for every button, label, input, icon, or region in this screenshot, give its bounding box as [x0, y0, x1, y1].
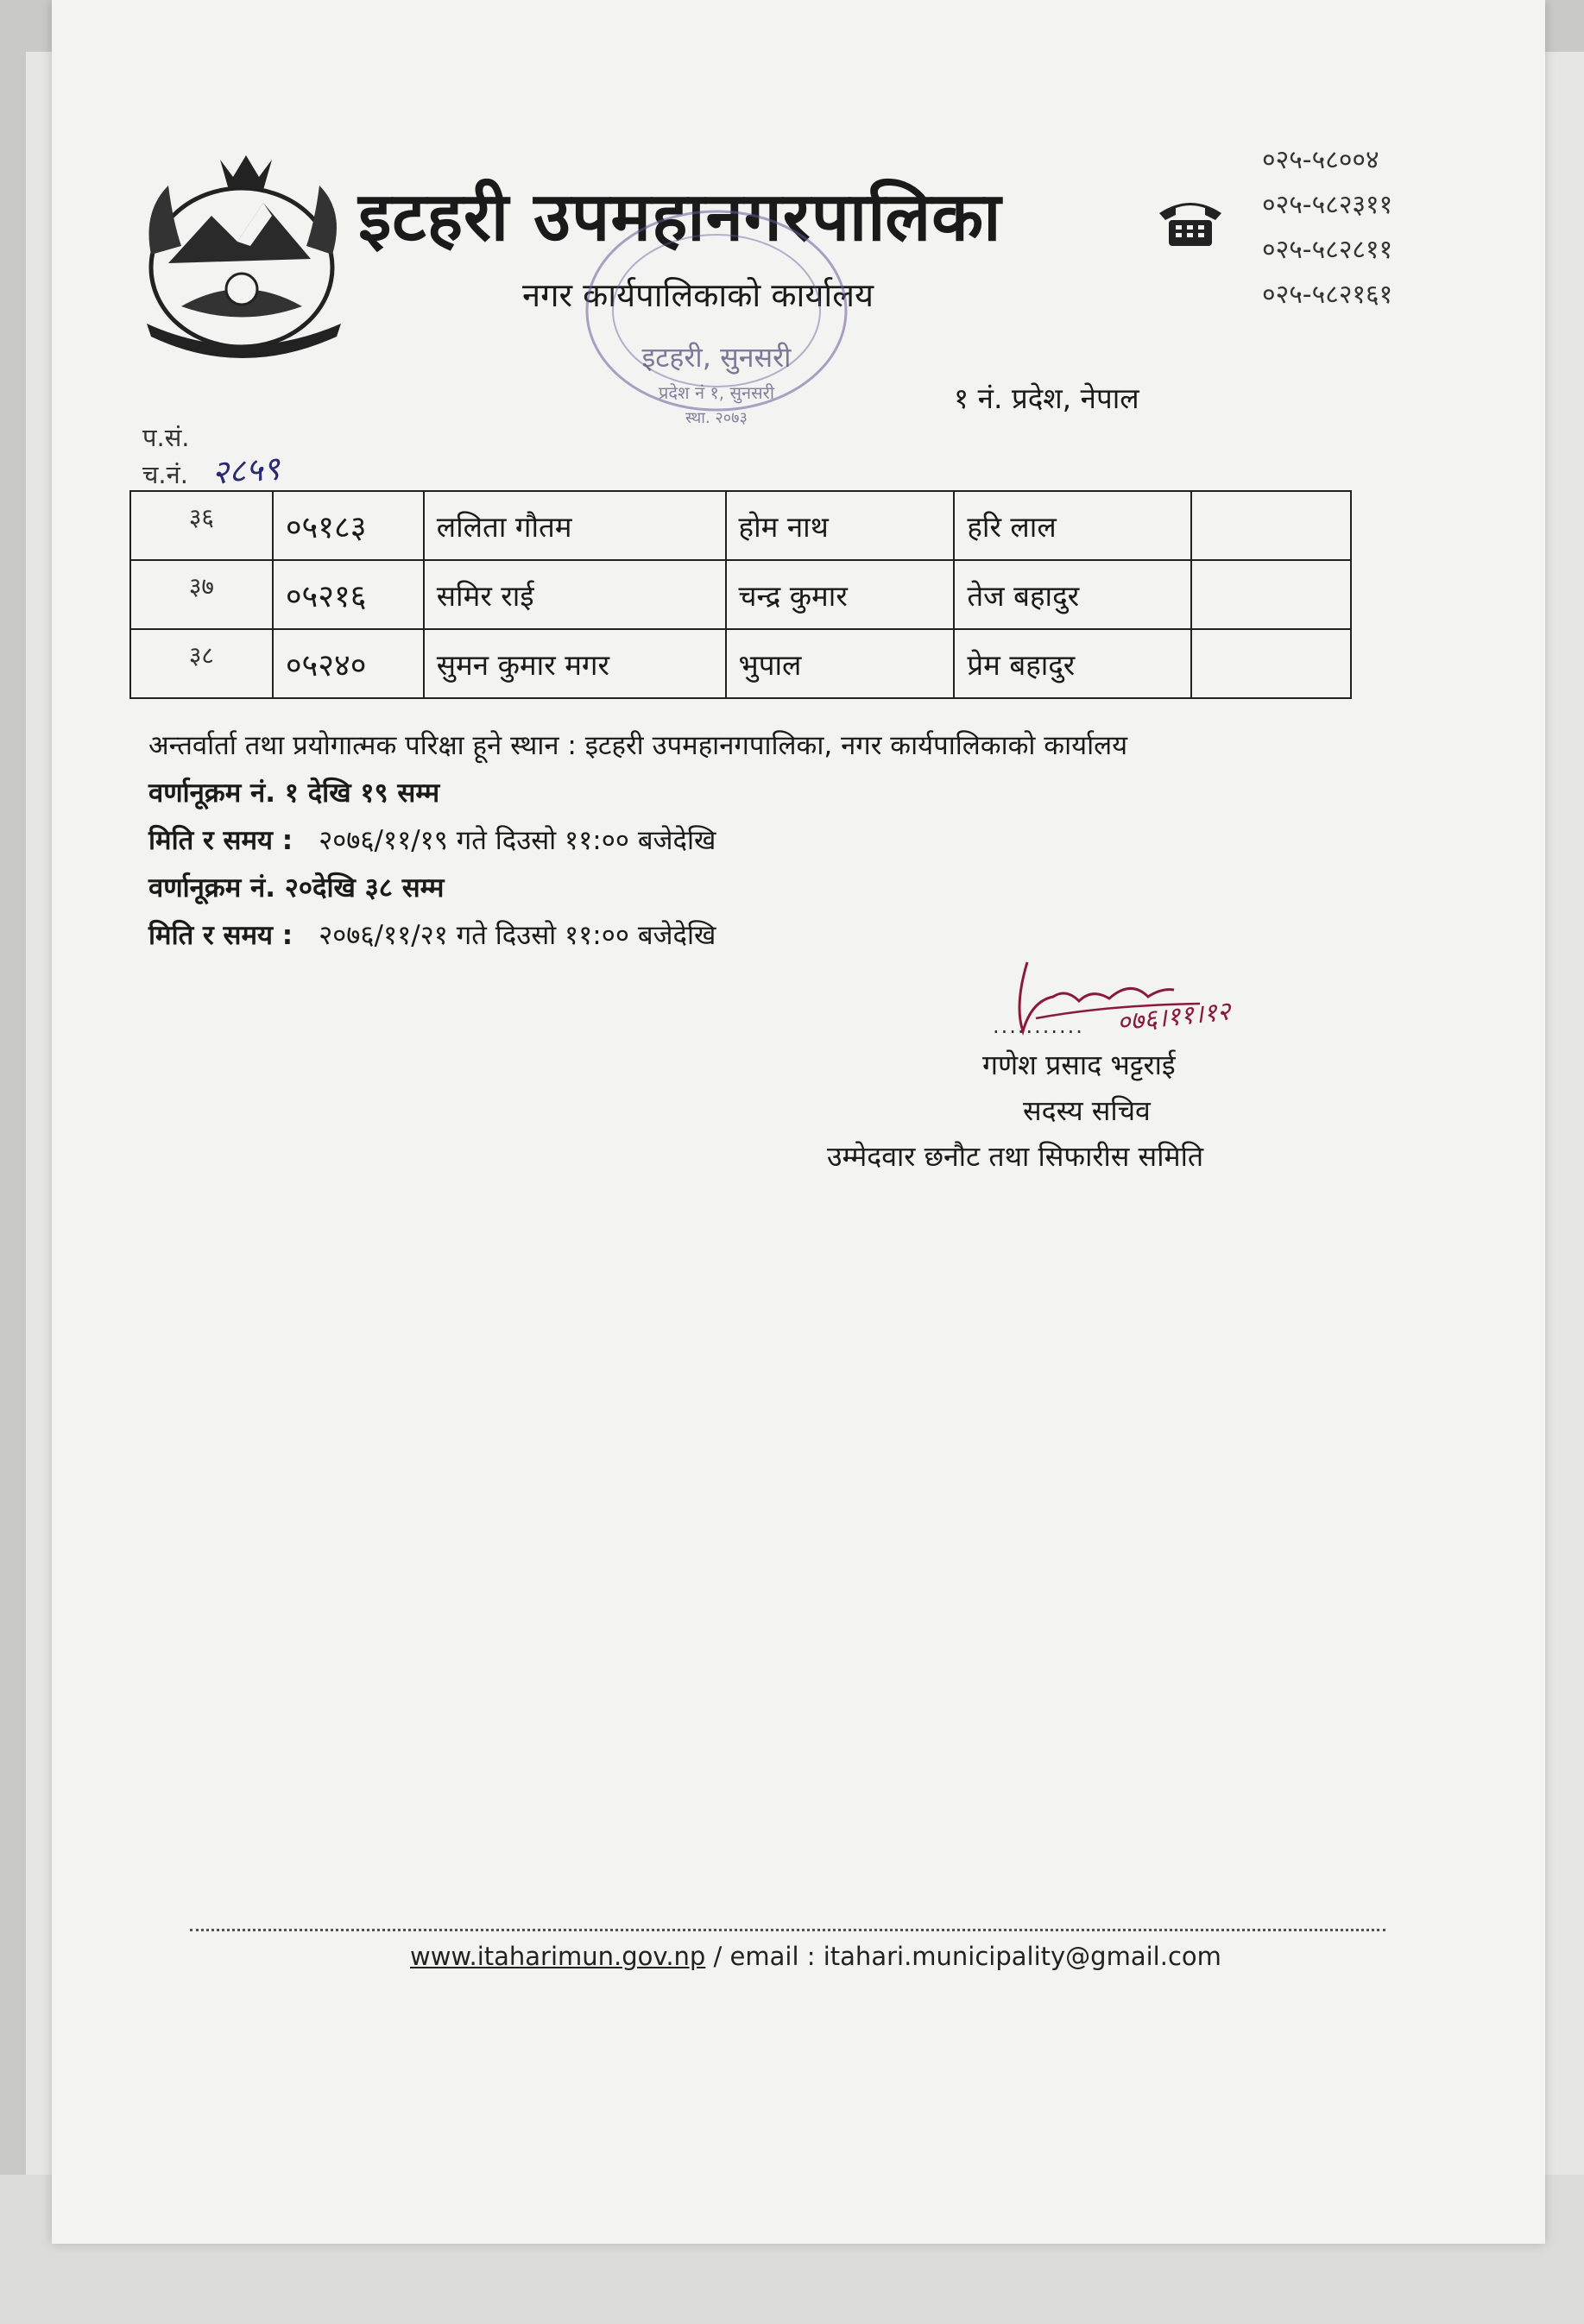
- date1-label: मिति र समय :: [148, 825, 293, 856]
- remarks-cell: [1191, 629, 1351, 698]
- serial-cell: ३७: [130, 560, 273, 629]
- signature-dots: ...........: [993, 1014, 1084, 1038]
- roll-cell: ०५१८३: [273, 491, 424, 560]
- handwritten-signature: [915, 936, 1321, 1057]
- remarks-cell: [1191, 560, 1351, 629]
- phone-number: ०२५-५८२३११: [1262, 190, 1393, 220]
- signatory-name: गणेश प्रसाद भट्टराई: [982, 1049, 1176, 1081]
- letter-page: [52, 0, 1545, 2244]
- footer-separator: / email :: [705, 1942, 824, 1971]
- cn-label: च.नं.: [142, 460, 188, 489]
- grandfather-cell: हरि लाल: [954, 491, 1191, 560]
- phone-numbers: [1262, 138, 1392, 318]
- province-label: १ नं. प्रदेश, नेपाल: [954, 381, 1139, 415]
- cn-handwritten-number: २८५९: [210, 449, 281, 492]
- office-stamp: [574, 207, 859, 436]
- grandfather-cell: प्रेम बहादुर: [954, 629, 1191, 698]
- name-cell: ललिता गौतम: [424, 491, 726, 560]
- father-cell: भुपाल: [726, 629, 955, 698]
- svg-text:इटहरी, सुनसरी: इटहरी, सुनसरी: [641, 341, 792, 374]
- date1-line: [148, 822, 716, 858]
- nepal-emblem-icon: [134, 151, 354, 358]
- roll-cell: ०५२१६: [273, 560, 424, 629]
- footer-contact: [410, 1942, 1221, 1971]
- signatory-role: सदस्य सचिव: [1023, 1094, 1151, 1127]
- office-subtitle: नगर कार्यपालिकाको कार्यालय: [522, 276, 874, 314]
- date1-value: २०७६/११/१९ गते दिउसो ११:०० बजेदेखि: [319, 825, 716, 856]
- website-link[interactable]: www.itaharimun.gov.np: [410, 1942, 706, 1971]
- phone-number: ०२५-५८२१६१: [1262, 280, 1393, 310]
- date2-value: २०७६/११/२१ गते दिउसो ११:०० बजेदेखि: [319, 920, 716, 951]
- signature-date: ०७६।११।१२: [1115, 996, 1233, 1038]
- phone-number: ०२५-५८२८११: [1262, 235, 1393, 265]
- table-row: [130, 491, 1351, 560]
- signatory-committee: उम्मेदवार छनौट तथा सिफारीस समिति: [827, 1140, 1204, 1173]
- group2-line: वर्णानूक्रम नं. २०देखि ३८ सम्म: [148, 872, 445, 904]
- roll-cell: ०५२४०: [273, 629, 424, 698]
- footer-divider: [190, 1929, 1385, 1931]
- telephone-icon: [1155, 194, 1226, 249]
- date2-line: [148, 916, 716, 953]
- date2-label: मिति र समय :: [148, 920, 293, 951]
- serial-cell: ३८: [130, 629, 273, 698]
- svg-text:प्रदेश नं १, सुनसरी: प्रदेश नं १, सुनसरी: [658, 382, 775, 403]
- grandfather-cell: तेज बहादुर: [954, 560, 1191, 629]
- svg-text:स्था. २०७३: स्था. २०७३: [685, 409, 748, 427]
- email-address[interactable]: itahari.municipality@gmail.com: [823, 1942, 1221, 1971]
- name-cell: समिर राई: [424, 560, 726, 629]
- serial-cell: ३६: [130, 491, 273, 560]
- ps-label: प.सं.: [142, 423, 190, 452]
- name-cell: सुमन कुमार मगर: [424, 629, 726, 698]
- father-cell: चन्द्र कुमार: [726, 560, 955, 629]
- phone-number: ०२५-५८००४: [1262, 145, 1379, 175]
- remarks-cell: [1191, 491, 1351, 560]
- venue-line: अन्तर्वार्ता तथा प्रयोगात्मक परिक्षा हूने स्थान : इटहरी उपमहानगपालिका, नगर कार्यपालिकाको कार्यालय: [148, 730, 1128, 761]
- candidate-table: [129, 490, 1352, 699]
- father-cell: होम नाथ: [726, 491, 955, 560]
- table-row: [130, 629, 1351, 698]
- group1-line: वर्णानूक्रम नं. १ देखि १९ सम्म: [148, 778, 440, 809]
- table-row: [130, 560, 1351, 629]
- municipality-title: इटहरी उपमहानगरपालिका: [358, 178, 1002, 256]
